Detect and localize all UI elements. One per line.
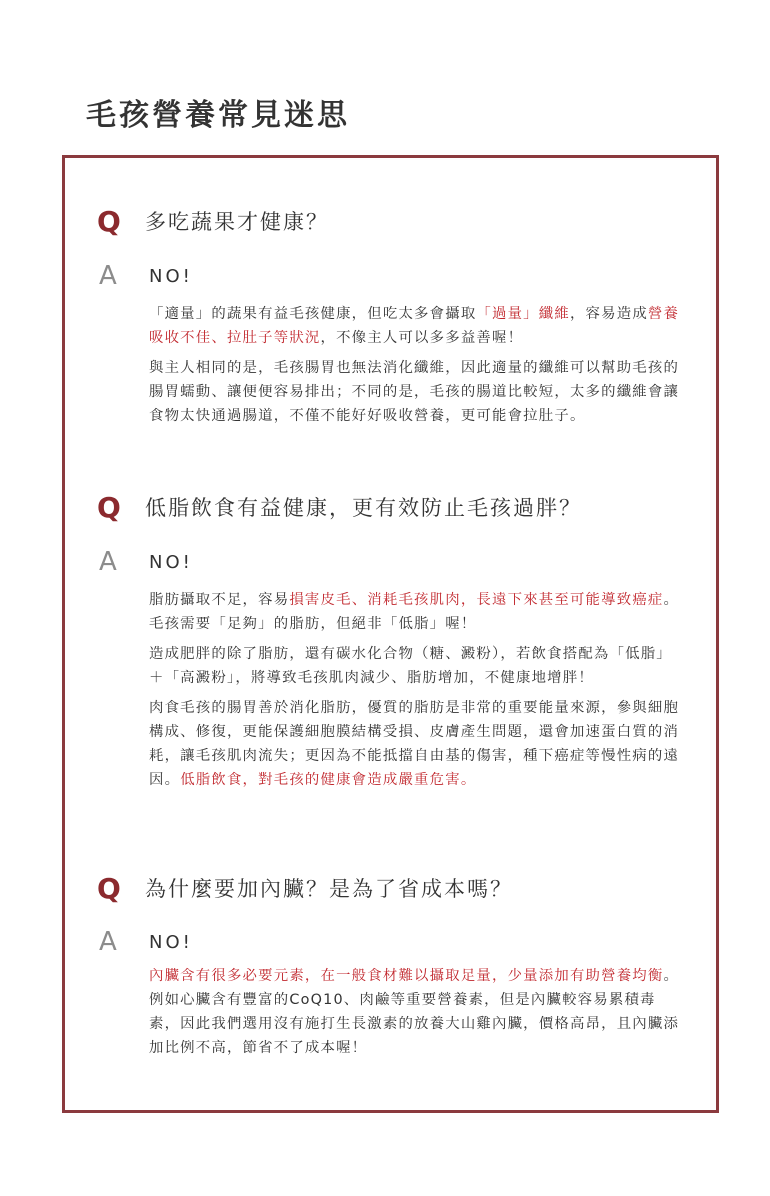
- answer-paragraph: [149, 356, 683, 428]
- q-letter: Q: [97, 490, 121, 524]
- highlight-text: 損害皮毛、消耗毛孩肌肉，長遠下來甚至可能導致癌症: [289, 592, 664, 608]
- qa-frame: [62, 155, 719, 1113]
- highlight-text: 營養吸收不佳、拉肚子等狀況: [149, 306, 680, 346]
- body-text: 。毛孩需要「足夠」的脂肪，但絕非「低脂」喔！: [149, 592, 680, 632]
- answer-paragraph: [149, 696, 683, 792]
- question-text: 為什麼要加內臟？是為了省成本嗎？: [145, 877, 513, 901]
- answer-text: NO!: [149, 265, 193, 287]
- page-title: 毛孩營養常見迷思: [86, 98, 350, 133]
- a-letter: A: [99, 261, 117, 291]
- a-letter: A: [99, 547, 117, 577]
- body-text: 造成肥胖的除了脂肪，還有碳水化合物（糖、澱粉），若飲食搭配為「低脂」＋「高澱粉」，將導致毛孩肌肉減少、脂肪增加，不健康地增胖！: [149, 646, 672, 686]
- answer-paragraph: [149, 642, 683, 690]
- body-text: 脂肪攝取不足，容易: [149, 592, 290, 608]
- question-text: 低脂飲食有益健康，更有效防止毛孩過胖？: [145, 496, 582, 520]
- question-text: 多吃蔬果才健康？: [145, 210, 329, 234]
- answer-paragraph: [149, 302, 683, 350]
- body-text: ，容易造成: [569, 306, 648, 322]
- highlight-text: 「過量」纖維: [476, 306, 570, 322]
- body-text: 肉食毛孩的腸胃善於消化脂肪，優質的脂肪是非常的重要能量來源，參與細胞構成、修復，更能保護細胞膜結構受損、皮膚產生問題，還會加速蛋白質的消耗，讓毛孩肌肉流失；更因為不能抵擋自由基的傷害，種下癌症等慢性病的遠因。: [149, 700, 680, 788]
- body-text: 。例如心臟含有豐富的CoQ10、肉鹼等重要營養素，但是內臟較容易累積毒素，因此我們選用沒有施打生長激素的放養大山雞內臟，價格高昂，且內臟添加比例不高，節省不了成本喔！: [149, 968, 680, 1056]
- a-letter: A: [99, 927, 117, 957]
- answer-text: NO!: [149, 551, 193, 573]
- body-text: ，不像主人可以多多益善喔！: [320, 330, 524, 346]
- q-letter: Q: [97, 871, 121, 905]
- answer-paragraph: [149, 964, 683, 1060]
- body-text: 與主人相同的是，毛孩腸胃也無法消化纖維，因此適量的纖維可以幫助毛孩的腸胃蠕動、讓便便容易排出；不同的是，毛孩的腸道比較短，太多的纖維會讓食物太快通過腸道，不僅不能好好吸收營養，更可能會拉肚子。: [149, 360, 680, 424]
- highlight-text: 內臟含有很多必要元素，在一般食材難以攝取足量，少量添加有助營養均衡: [149, 968, 664, 984]
- body-text: 「適量」的蔬果有益毛孩健康，但吃太多會攝取: [149, 306, 477, 322]
- answer-text: NO!: [149, 931, 193, 953]
- highlight-text: 低脂飲食，對毛孩的健康會造成嚴重危害。: [180, 772, 477, 788]
- answer-paragraph: [149, 588, 683, 636]
- q-letter: Q: [97, 204, 121, 238]
